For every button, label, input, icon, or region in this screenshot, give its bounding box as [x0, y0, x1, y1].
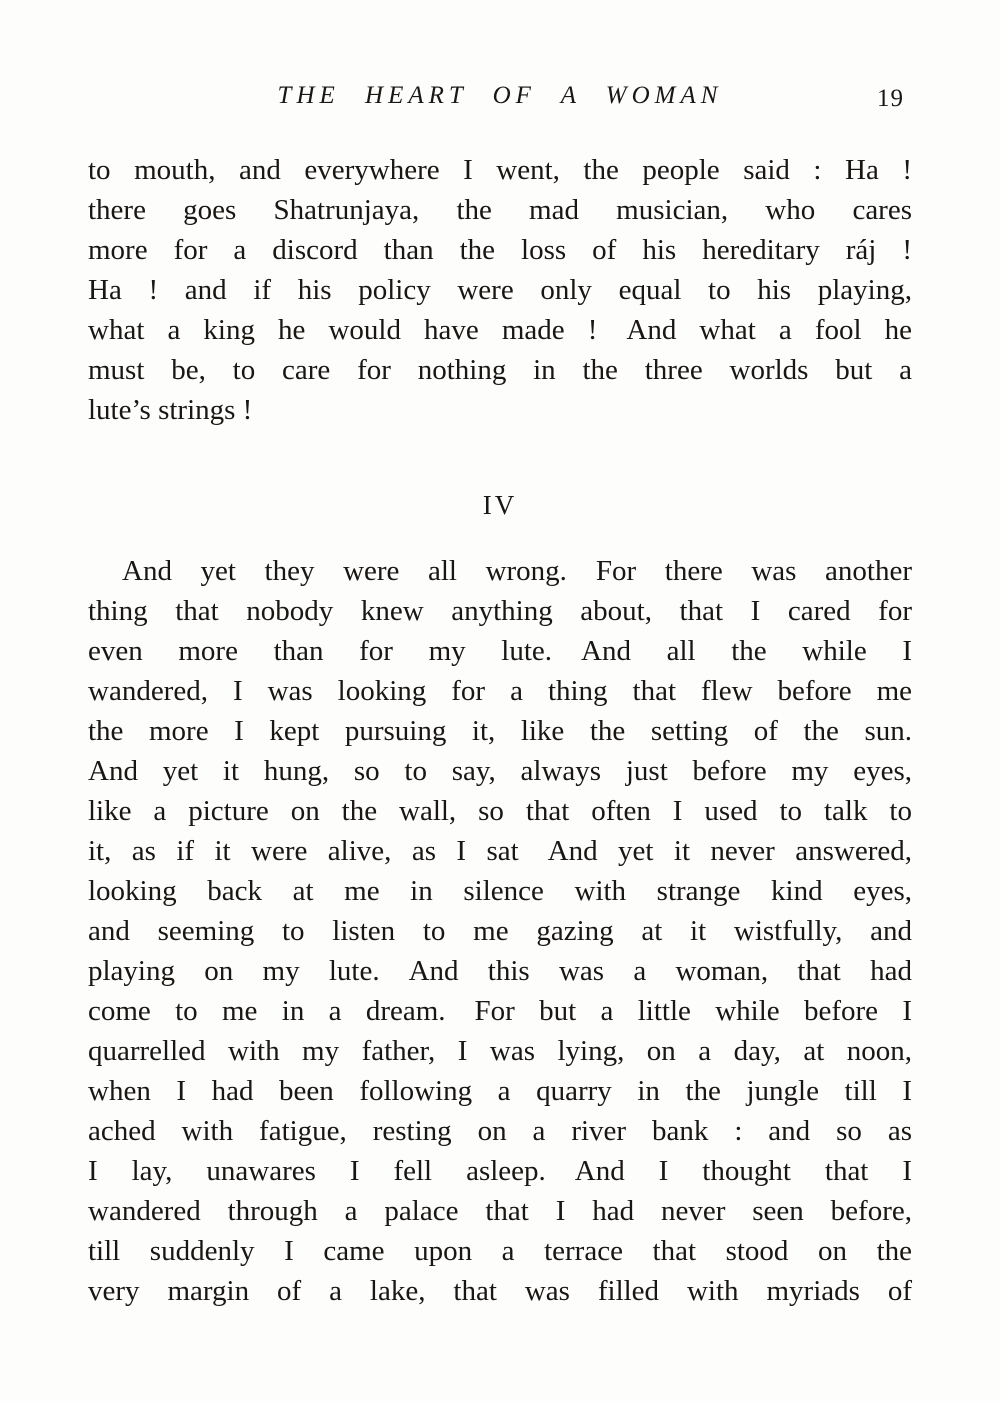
text-line: to mouth, and everywhere I went, the people said : Ha !	[88, 154, 912, 186]
paragraph-1	[88, 150, 912, 430]
section-heading: IV	[482, 490, 518, 520]
text-line: must be, to care for nothing in the three worlds but a	[88, 354, 912, 386]
text-line: what a king he would have made ! And what a fool he	[88, 314, 912, 346]
text-line: lute’s strings !	[88, 394, 253, 426]
text-line: wandered through a palace that I had never seen before,	[88, 1195, 912, 1227]
text-line: I lay, unawares I fell asleep. And I thought that I	[88, 1155, 912, 1187]
text-line: Ha ! and if his policy were only equal to his playing,	[88, 274, 912, 306]
page-body	[88, 150, 912, 1311]
text-line: there goes Shatrunjaya, the mad musician, who cares	[88, 194, 912, 226]
text-line: looking back at me in silence with strange kind eyes,	[88, 875, 912, 907]
text-line: quarrelled with my father, I was lying, on a day, at noon,	[88, 1035, 912, 1067]
text-line: and seeming to listen to me gazing at it wistfully, and	[88, 915, 912, 947]
text-line: more for a discord than the loss of his hereditary ráj !	[88, 234, 912, 266]
page-header	[88, 82, 912, 116]
text-line: And yet it hung, so to say, always just before my eyes,	[88, 755, 912, 787]
text-line: very margin of a lake, that was filled with myriads of	[88, 1275, 912, 1307]
text-line: when I had been following a quarry in the jungle till I	[88, 1075, 912, 1107]
page-number: 19	[877, 85, 904, 112]
text-line: And yet they were all wrong. For there was another	[122, 555, 912, 587]
paragraph-2	[88, 551, 912, 1311]
text-line: wandered, I was looking for a thing that flew before me	[88, 675, 912, 707]
text-line: it, as if it were alive, as I sat And yet it never answered,	[88, 835, 912, 867]
running-title: THE HEART OF A WOMAN	[277, 82, 723, 109]
text-line: thing that nobody knew anything about, that I cared for	[88, 595, 912, 627]
text-line: even more than for my lute. And all the while I	[88, 635, 912, 667]
text-line: ached with fatigue, resting on a river bank : and so as	[88, 1115, 912, 1147]
text-line: the more I kept pursuing it, like the setting of the sun.	[88, 715, 912, 747]
text-line: like a picture on the wall, so that often I used to talk to	[88, 795, 912, 827]
text-line: playing on my lute. And this was a woman, that had	[88, 955, 912, 987]
text-line: till suddenly I came upon a terrace that stood on the	[88, 1235, 912, 1267]
text-line: come to me in a dream. For but a little while before I	[88, 995, 912, 1027]
